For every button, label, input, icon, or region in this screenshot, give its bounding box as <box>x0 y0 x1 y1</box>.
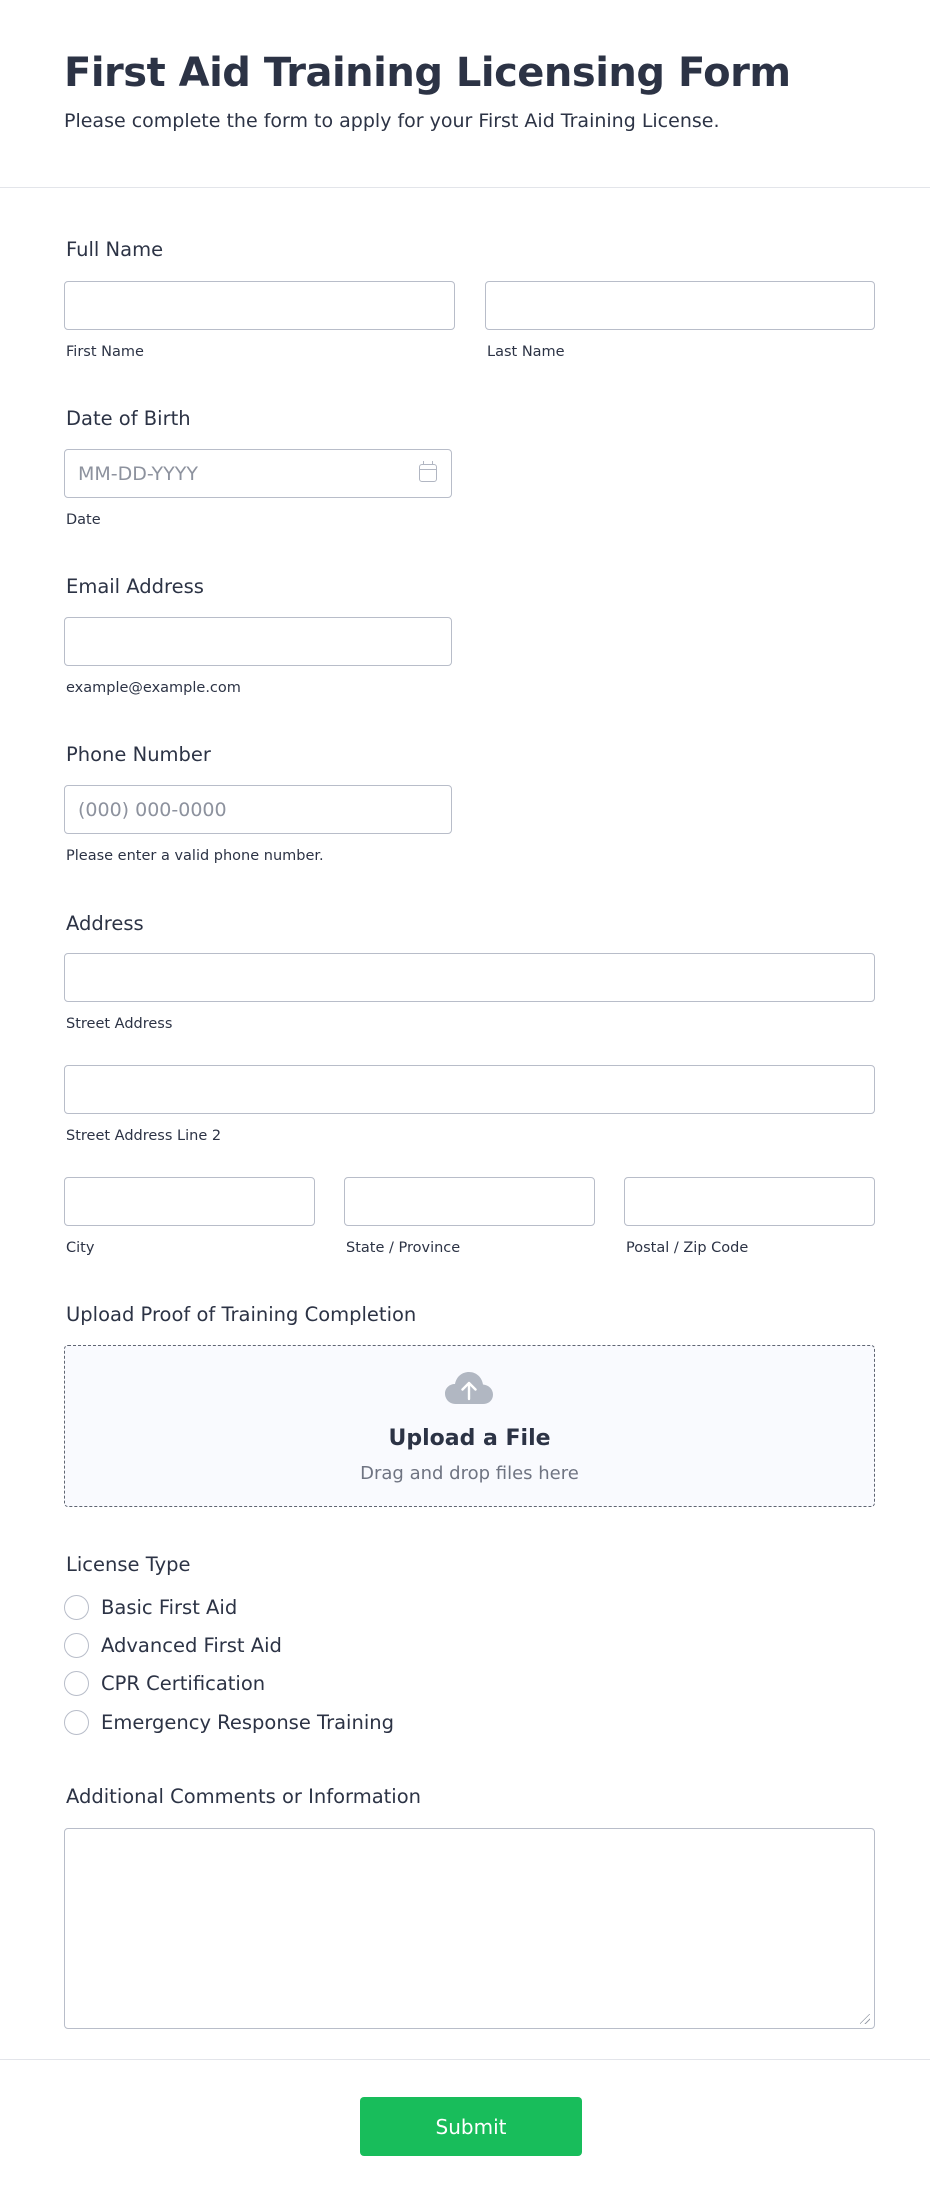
form-header <box>0 0 930 188</box>
radio-label: Basic First Aid <box>101 1596 238 1619</box>
last-name-sublabel: Last Name <box>487 344 565 360</box>
radio-label: Emergency Response Training <box>101 1711 394 1734</box>
full-name-label: Full Name <box>66 238 164 261</box>
radio-button[interactable] <box>64 1710 89 1735</box>
radio-label: CPR Certification <box>101 1672 266 1695</box>
email-label: Email Address <box>66 575 204 598</box>
street-address-input[interactable] <box>64 953 875 1002</box>
resize-handle-icon[interactable] <box>860 2014 870 2024</box>
page-subtitle: Please complete the form to apply for your First Aid Training License. <box>64 110 720 132</box>
upload-title: Upload a File <box>388 1426 551 1451</box>
upload-label: Upload Proof of Training Completion <box>66 1303 417 1326</box>
submit-button[interactable]: Submit <box>360 2097 582 2156</box>
zip-sublabel: Postal / Zip Code <box>626 1240 749 1256</box>
address-label: Address <box>66 912 144 935</box>
phone-label: Phone Number <box>66 743 211 766</box>
license-type-label: License Type <box>66 1553 191 1576</box>
radio-button[interactable] <box>64 1671 89 1696</box>
comments-label: Additional Comments or Information <box>66 1785 422 1808</box>
phone-sublabel: Please enter a valid phone number. <box>66 848 324 864</box>
page-title: First Aid Training Licensing Form <box>64 50 791 96</box>
email-input[interactable] <box>64 617 452 666</box>
phone-placeholder: (000) 000-0000 <box>78 799 227 821</box>
date-of-birth-input[interactable] <box>64 449 452 498</box>
cloud-upload-icon <box>444 1370 494 1406</box>
last-name-input[interactable] <box>485 281 875 330</box>
upload-subtitle: Drag and drop files here <box>360 1463 579 1484</box>
city-sublabel: City <box>66 1240 95 1256</box>
comments-textarea[interactable] <box>64 1828 875 2029</box>
date-of-birth-label: Date of Birth <box>66 407 191 430</box>
phone-input[interactable] <box>64 785 452 834</box>
calendar-icon[interactable] <box>419 464 437 482</box>
radio-button[interactable] <box>64 1633 89 1658</box>
zip-input[interactable] <box>624 1177 875 1226</box>
street-address-sublabel: Street Address <box>66 1016 173 1032</box>
street-address-line2-sublabel: Street Address Line 2 <box>66 1128 222 1144</box>
state-input[interactable] <box>344 1177 595 1226</box>
file-upload-dropzone[interactable] <box>64 1345 875 1507</box>
radio-button[interactable] <box>64 1595 89 1620</box>
state-sublabel: State / Province <box>346 1240 461 1256</box>
date-placeholder: MM-DD-YYYY <box>78 463 198 485</box>
email-sublabel: example@example.com <box>66 680 241 696</box>
first-name-sublabel: First Name <box>66 344 144 360</box>
date-sublabel: Date <box>66 512 101 528</box>
footer-divider <box>0 2059 930 2060</box>
first-name-input[interactable] <box>64 281 455 330</box>
street-address-line2-input[interactable] <box>64 1065 875 1114</box>
city-input[interactable] <box>64 1177 315 1226</box>
radio-label: Advanced First Aid <box>101 1634 282 1657</box>
